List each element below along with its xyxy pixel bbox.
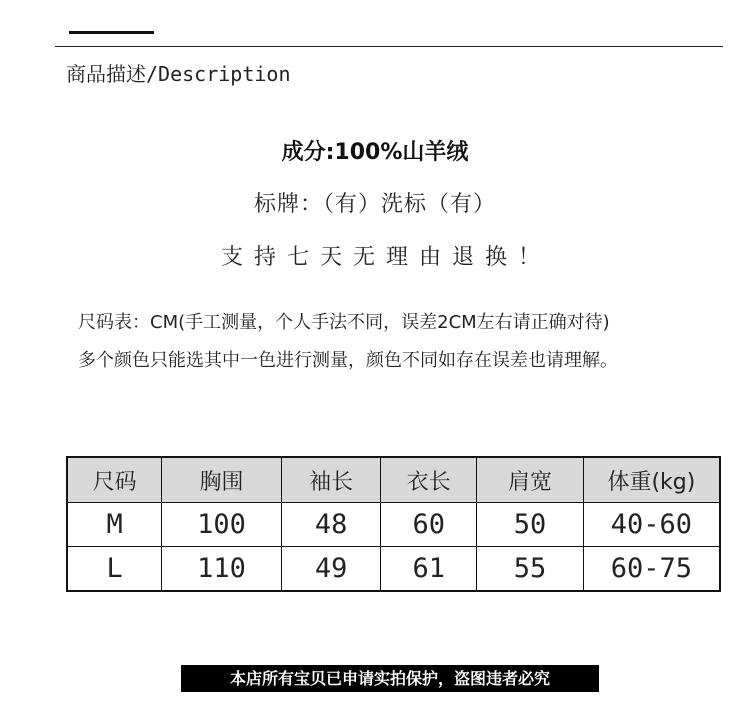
header-sleeve: 袖长 — [281, 457, 381, 503]
cell-weight: 60-75 — [583, 547, 720, 592]
header-chest: 胸围 — [162, 457, 282, 503]
table-row — [67, 547, 720, 592]
cell-chest: 100 — [162, 503, 282, 547]
size-note: 尺码表：CM(手工测量，个人手法不同，误差2CM左右请正确对待) — [78, 312, 610, 333]
cell-chest: 110 — [162, 547, 282, 592]
table-header-row — [67, 457, 720, 503]
cell-sleeve: 49 — [281, 547, 381, 592]
cell-length: 60 — [381, 503, 477, 547]
cell-shoulder: 50 — [477, 503, 584, 547]
tags-info: 标牌：（有）洗标（有） — [253, 192, 496, 217]
cell-length: 61 — [381, 547, 477, 592]
copyright-notice: 本店所有宝贝已申请实拍保护，盗图违者必究 — [181, 665, 599, 692]
table-row — [67, 503, 720, 547]
cell-weight: 40-60 — [583, 503, 720, 547]
header-shoulder: 肩宽 — [477, 457, 584, 503]
cell-size: L — [67, 547, 162, 592]
cell-sleeve: 48 — [281, 503, 381, 547]
header-length: 衣长 — [381, 457, 477, 503]
material-composition: 成分:100%山羊绒 — [281, 140, 469, 165]
header-size: 尺码 — [67, 457, 162, 503]
header-weight: 体重(kg) — [583, 457, 720, 503]
title-accent-bar — [69, 31, 154, 34]
color-note: 多个颜色只能选其中一色进行测量，颜色不同如存在误差也请理解。 — [78, 350, 618, 371]
size-chart-table — [66, 456, 721, 592]
cell-shoulder: 55 — [477, 547, 584, 592]
return-policy: 支持七天无理由退换！ — [220, 245, 551, 270]
section-title: 商品描述/Description — [66, 62, 291, 86]
title-divider — [55, 46, 723, 47]
cell-size: M — [67, 503, 162, 547]
